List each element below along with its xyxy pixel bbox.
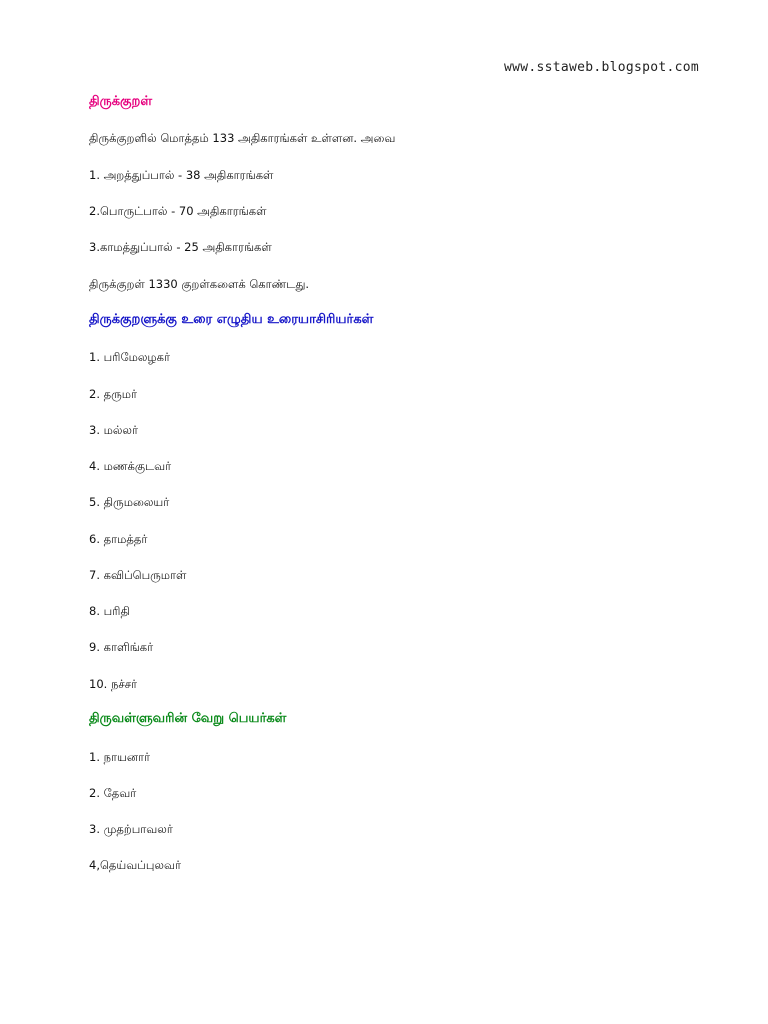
commentator-item: 3. மல்லர் xyxy=(89,423,138,437)
commentator-item: 6. தாமத்தர் xyxy=(89,532,148,546)
heading-other-names: திருவள்ளுவரின் வேறு பெயர்கள் xyxy=(89,711,287,726)
summary-text: திருக்குறள் 1330 குறள்களைக் கொண்டது. xyxy=(89,277,310,291)
commentator-item: 7. கவிப்பெருமாள் xyxy=(89,568,187,582)
commentator-item: 10. நச்சர் xyxy=(89,677,138,691)
name-item: 4,தெய்வப்புலவர் xyxy=(89,858,181,872)
name-item: 2. தேவர் xyxy=(89,786,137,800)
division-item: 3.காமத்துப்பால் - 25 அதிகாரங்கள் xyxy=(89,240,272,254)
commentator-item: 1. பரிமேலழகர் xyxy=(89,350,171,364)
commentator-item: 5. திருமலையர் xyxy=(89,495,170,509)
heading-commentators: திருக்குறளுக்கு உரை எழுதிய உரையாசிரியர்கள் xyxy=(89,312,374,327)
commentator-item: 9. காளிங்கர் xyxy=(89,640,154,654)
heading-thirukkural: திருக்குறள் xyxy=(89,94,153,109)
intro-text: திருக்குறளில் மொத்தம் 133 அதிகாரங்கள் உள்ளன. அவை xyxy=(89,131,396,145)
blog-url: www.sstaweb.blogspot.com xyxy=(503,60,699,75)
commentator-item: 4. மணக்குடவர் xyxy=(89,459,172,473)
name-item: 1. நாயனார் xyxy=(89,750,151,764)
name-item: 3. முதற்பாவலர் xyxy=(89,822,173,836)
commentator-item: 8. பரிதி xyxy=(89,604,130,618)
division-item: 2.பொருட்பால் - 70 அதிகாரங்கள் xyxy=(89,204,267,218)
division-item: 1. அறத்துப்பால் - 38 அதிகாரங்கள் xyxy=(89,168,274,182)
commentator-item: 2. தருமர் xyxy=(89,387,138,401)
